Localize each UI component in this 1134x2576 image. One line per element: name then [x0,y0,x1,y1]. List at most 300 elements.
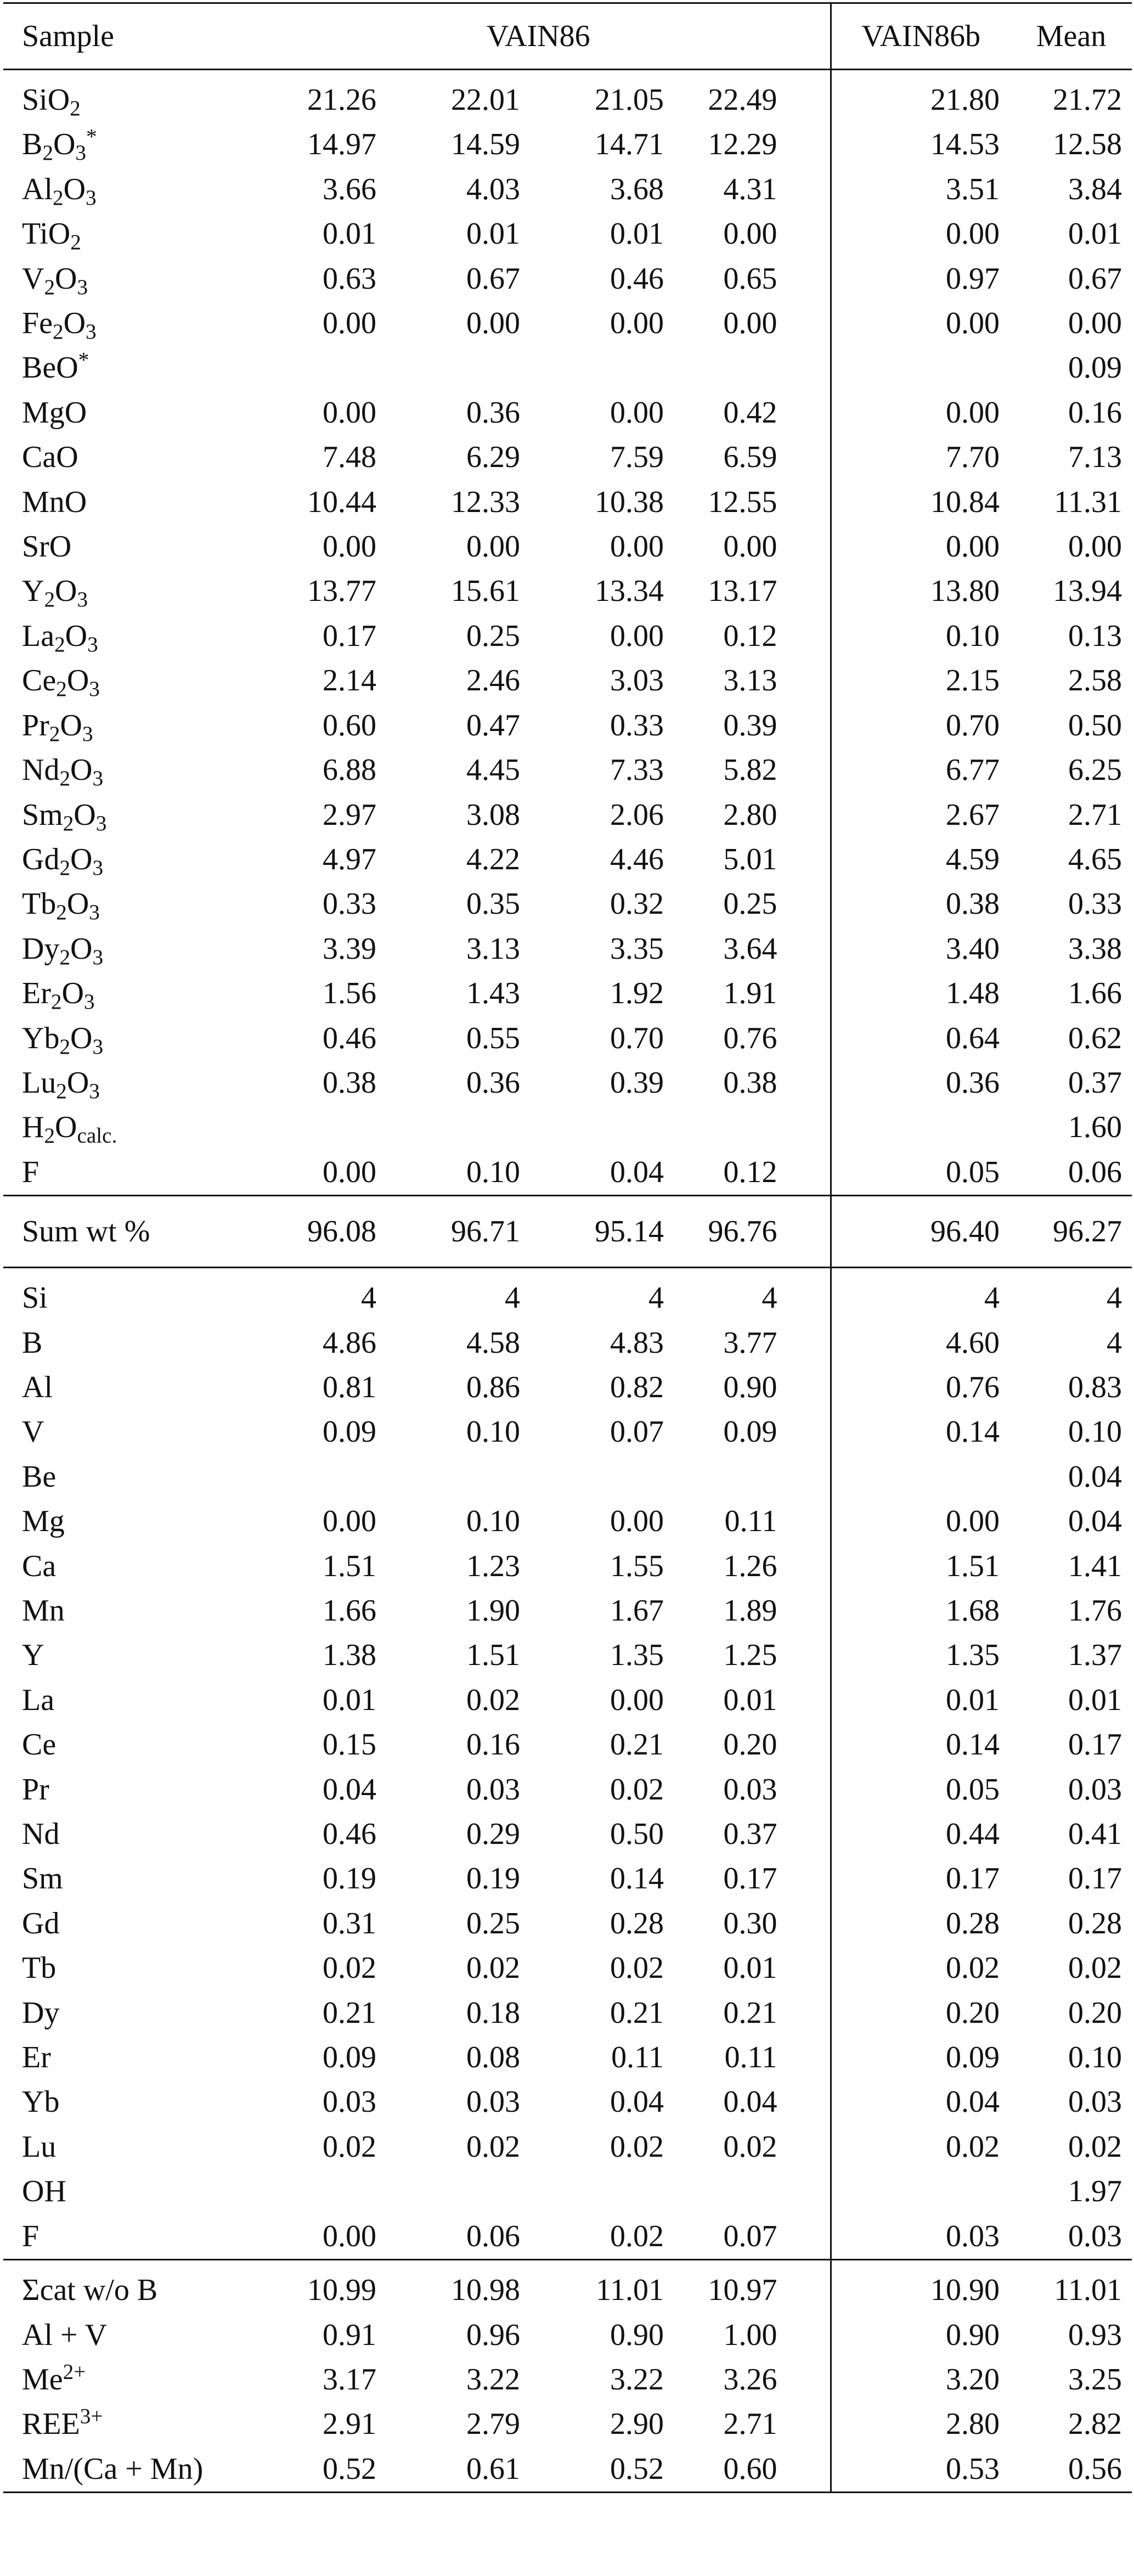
cell-vain86-1: 21.26 [307,83,376,117]
cell-vain86-4: 0.21 [678,1991,831,2035]
cell-vain86-3: 0.11 [611,2040,664,2075]
cell-vain86-3: 0.21 [610,1728,664,1762]
row-label: V [22,1415,44,1449]
cell-vain86-3 [534,1105,678,1150]
cell-vain86-1: 0.81 [323,1370,376,1404]
cell-vain86b: 0.53 [831,2447,1011,2493]
cell-vain86-1: 0.04 [323,1772,376,1807]
cell-mean: 4.65 [1068,842,1122,876]
cell-vain86-1: 0.19 [323,1861,376,1896]
cell-mean: 0.37 [1068,1065,1122,1100]
cell-mean: 21.72 [1053,83,1122,117]
cell-mean: 1.37 [1068,1638,1122,1673]
table-row [3,1633,1132,1678]
row-label: $B_2O_3^*$ [22,125,97,165]
cell-vain86-4: 0.09 [678,1410,831,1454]
cell-vain86-2: 3.08 [466,797,520,832]
cell-vain86b: 6.77 [946,753,1000,788]
header-col-b: VAIN86b [831,3,1011,70]
cell-vain86b: 4 [984,1281,1000,1315]
cell-vain86b: 7.70 [946,440,1000,475]
cell-vain86-2: 0.25 [466,618,520,653]
cell-vain86-2: 6.29 [466,440,520,475]
cell-vain86-3: 1.55 [610,1549,664,1583]
cell-mean: 7.13 [1068,440,1122,475]
cell-vain86-2: 0.10 [466,1504,520,1539]
cell-mean: 3.38 [1068,931,1122,966]
cell-vain86-4: 0.38 [678,1061,831,1105]
cell-vain86-4: 0.01 [678,1678,831,1723]
cell-vain86-3: 0.00 [610,530,664,564]
row-label: Mn [22,1594,65,1628]
cell-vain86b: 0.44 [946,1817,1000,1852]
cell-vain86b: 0.76 [946,1370,1000,1404]
cell-vain86b: 0.28 [946,1906,1000,1941]
cell-vain86-2: 0.10 [466,1415,520,1449]
cell-vain86-3: 0.00 [610,306,664,341]
cell-vain86-4: 6.59 [678,435,831,480]
cell-vain86-1: 1.38 [323,1638,376,1673]
table-row [3,1812,1132,1857]
cell-vain86-1: 2.91 [323,2407,376,2442]
cell-vain86-3: 0.46 [610,261,664,296]
cell-vain86-1: 6.88 [323,753,376,788]
cell-vain86-1: 4 [361,1281,376,1315]
cell-vain86-4: 0.00 [678,212,831,256]
cell-vain86-3: 3.22 [610,2362,664,2397]
table-row [3,1196,1132,1268]
table-row [3,1589,1132,1633]
cell-mean: 0.33 [1068,887,1122,921]
row-label: $REE^{3+}$ [22,2404,103,2442]
cell-vain86-2: 2.79 [466,2407,520,2442]
cell-vain86-3: 0.02 [534,2214,678,2260]
row-label: F [3,2214,247,2260]
cell-vain86-1 [247,1455,391,1499]
row-label: $Fe_2O_3$ [22,306,97,344]
table-row [3,257,1132,301]
table-row [3,1321,1132,1365]
cell-vain86-4: 0.12 [678,614,831,659]
cell-vain86-2: 0.25 [466,1906,520,1941]
cell-vain86-1: 0.33 [323,887,376,921]
row-label: Mn/(Ca + Mn) [3,2447,247,2493]
table-row [3,1268,1132,1321]
cell-vain86-2: 10.98 [451,2273,520,2308]
cell-vain86-3: 0.04 [534,1150,678,1196]
cell-vain86-3: 0.90 [610,2318,664,2352]
cell-vain86b: 1.48 [946,976,1000,1011]
cell-vain86b: 0.10 [946,618,1000,653]
cell-vain86-3: 7.59 [610,440,664,475]
cell-vain86-1: 3.66 [323,172,376,206]
row-label: Dy [22,1995,60,2030]
cell-mean: 0.04 [1068,1504,1122,1539]
cell-vain86-1 [247,1105,391,1150]
cell-vain86-1: 0.00 [323,306,376,341]
row-label: Sm [22,1861,63,1896]
cell-vain86-1: 0.01 [323,217,376,251]
cell-mean: 1.60 [1068,1110,1122,1145]
row-label: Yb [22,2085,60,2119]
cell-vain86-2: 0.55 [466,1021,520,1055]
cell-vain86-1: 1.51 [323,1549,376,1583]
table-row [3,2447,1132,2493]
cell-vain86-4: 1.91 [678,971,831,1016]
cell-vain86b: 0.36 [946,1065,1000,1100]
cell-mean: 0.00 [1068,306,1122,341]
cell-vain86-3: 0.70 [610,1021,664,1055]
cell-vain86b: 0.14 [946,1415,1000,1449]
cell-vain86b: 10.84 [930,485,1000,519]
cell-mean: 96.27 [1011,1196,1132,1268]
cell-vain86-2: 1.90 [466,1594,520,1628]
cell-vain86b [831,1455,1011,1499]
row-label: $Pr_2O_3$ [22,708,93,746]
cell-vain86-2: 0.06 [391,2214,534,2260]
table-row [3,480,1132,525]
cell-vain86b: 96.40 [831,1196,1011,1268]
cell-vain86-4: 3.77 [678,1321,831,1365]
cell-vain86-1: 0.46 [323,1817,376,1852]
row-label: Σcat w/o B [22,2273,158,2308]
cell-vain86-4: 0.76 [678,1016,831,1061]
cell-vain86-3: 1.35 [610,1638,664,1673]
cell-vain86-1: 96.08 [247,1196,391,1268]
row-label: Er [22,2040,51,2075]
cell-vain86-4: 3.26 [678,2358,831,2402]
cell-vain86-3: 0.01 [610,217,664,251]
cell-vain86-1: 0.02 [323,1951,376,1986]
cell-vain86-3: 0.00 [610,618,664,653]
cell-vain86-4: 10.97 [678,2260,831,2313]
cell-vain86-4: 2.71 [678,2402,831,2446]
cell-vain86-3: 11.01 [596,2273,664,2308]
cell-vain86-1: 0.31 [323,1906,376,1941]
row-label: Nd [22,1817,60,1852]
cell-vain86-4: 22.49 [678,70,831,123]
cell-vain86-1: 4.97 [323,842,376,876]
cell-vain86b: 4.60 [946,1325,1000,1360]
row-label: $Ce_2O_3$ [22,663,100,701]
cell-vain86-1: 0.02 [323,2129,376,2164]
cell-vain86b: 10.90 [930,2273,1000,2308]
table-row [3,748,1132,792]
table-row [3,525,1132,569]
cell-mean: 2.71 [1068,797,1122,832]
row-label: $Me^{2+}$ [22,2360,86,2397]
cell-vain86-1: 0.46 [323,1021,376,1055]
row-label: Mg [22,1504,65,1539]
row-label: Gd [22,1906,60,1941]
cell-vain86-3: 0.00 [610,1504,664,1539]
cell-mean: 11.31 [1054,485,1122,519]
cell-vain86-2: 4.58 [466,1325,520,1360]
cell-vain86b: 0.64 [946,1021,1000,1055]
cell-vain86-1: 7.48 [323,440,376,475]
table-row [3,1365,1132,1410]
cell-mean: 1.97 [1068,2174,1122,2209]
cell-vain86-2: 0.86 [466,1370,520,1404]
cell-vain86-2: 0.16 [466,1728,520,1762]
cell-mean: 0.41 [1068,1817,1122,1852]
row-label: Ce [22,1728,57,1762]
cell-vain86-1: 13.77 [307,574,376,609]
cell-vain86-1: 0.21 [323,1995,376,2030]
cell-vain86b: 13.80 [930,574,1000,609]
row-label: Ca [22,1549,57,1583]
cell-vain86-1: 0.00 [323,530,376,564]
cell-vain86-2: 0.19 [466,1861,520,1896]
cell-mean: 0.20 [1068,1995,1122,2030]
cell-vain86-2 [391,346,534,390]
cell-vain86-2: 1.43 [466,976,520,1011]
cell-vain86-3: 3.68 [610,172,664,206]
cell-vain86-3: 4.46 [610,842,664,876]
row-label: Tb [22,1951,57,1986]
header-sample: Sample [3,3,247,70]
table-row [3,1105,1132,1150]
cell-vain86b: 0.04 [946,2085,1000,2119]
cell-vain86-2: 4.45 [466,753,520,788]
row-label: Si [22,1281,48,1315]
cell-vain86-2: 0.18 [466,1995,520,2030]
row-label: $La_2O_3$ [22,618,98,656]
cell-vain86b: 21.80 [930,83,1000,117]
cell-mean: 0.03 [1068,2085,1122,2119]
cell-vain86-2: 1.51 [466,1638,520,1673]
cell-vain86b [831,1105,1011,1150]
cell-mean: 0.06 [1011,1150,1132,1196]
cell-vain86-1: 14.97 [307,127,376,162]
cell-vain86-4: 0.11 [678,1499,831,1544]
row-label: CaO [22,440,78,475]
row-label: OH [22,2174,66,2209]
cell-vain86-1: 0.63 [323,261,376,296]
cell-vain86-3: 0.33 [610,708,664,743]
cell-mean: 0.93 [1068,2318,1122,2352]
cell-vain86b: 2.15 [946,663,1000,698]
table-row [3,122,1132,167]
cell-mean: 0.10 [1068,1415,1122,1449]
cell-vain86-4: 0.01 [678,1946,831,1990]
cell-vain86-1: 1.56 [323,976,376,1011]
cell-vain86-2: 0.47 [466,708,520,743]
cell-mean: 0.02 [1068,1951,1122,1986]
table-row [3,1946,1132,1990]
cell-vain86-4: 0.03 [678,1768,831,1812]
cell-vain86-2: 0.08 [466,2040,520,2075]
table-row [3,1723,1132,1767]
cell-vain86b: 1.51 [946,1549,1000,1583]
cell-vain86-1: 3.17 [323,2362,376,2397]
cell-mean: 0.28 [1068,1906,1122,1941]
table-row [3,167,1132,212]
cell-vain86-2: 3.13 [466,931,520,966]
cell-vain86b: 0.17 [946,1861,1000,1896]
cell-vain86b: 0.05 [831,1150,1011,1196]
table-row [3,1150,1132,1196]
cell-vain86-4: 0.02 [678,2125,831,2169]
cell-vain86-3: 2.06 [610,797,664,832]
cell-vain86b: 0.00 [946,395,1000,430]
cell-vain86-3 [534,1455,678,1499]
cell-vain86b: 14.53 [930,127,1000,162]
cell-vain86-1: 0.60 [323,708,376,743]
table-row [3,704,1132,748]
row-label: B [22,1325,43,1360]
cell-vain86-2: 1.23 [466,1549,520,1583]
cell-vain86-2: 0.02 [466,1683,520,1717]
table-row [3,1455,1132,1499]
cell-vain86-4 [678,1455,831,1499]
cell-vain86-2: 0.03 [466,1772,520,1807]
cell-mean: 6.25 [1068,753,1122,788]
cell-vain86-2: 0.02 [466,2129,520,2164]
cell-vain86-2 [391,1455,534,1499]
cell-mean: 3.84 [1068,172,1122,206]
cell-mean: 13.94 [1053,574,1122,609]
row-label: $Tb_2O_3$ [22,887,100,925]
cell-vain86b: 3.20 [946,2362,1000,2397]
cell-mean: 0.17 [1068,1728,1122,1762]
cell-vain86-4 [678,2169,831,2214]
cell-vain86-1: 0.09 [323,1415,376,1449]
cell-mean: 0.00 [1068,530,1122,564]
cell-vain86-3: 95.14 [534,1196,678,1268]
table-row [3,2035,1132,2080]
table-row [3,793,1132,837]
cell-vain86-3: 0.02 [610,2129,664,2164]
row-label: Sum wt % [3,1196,247,1268]
table-row [3,2125,1132,2169]
cell-vain86-2: 0.35 [466,887,520,921]
cell-mean: 0.04 [1068,1459,1122,1494]
cell-vain86-1: 2.97 [323,797,376,832]
cell-vain86b: 0.09 [946,2040,1000,2075]
cell-vain86-1: 1.66 [323,1594,376,1628]
cell-mean: 0.03 [1011,2214,1132,2260]
row-label: SrO [22,530,72,564]
row-label: Lu [22,2129,57,2164]
cell-vain86-3: 0.00 [610,395,664,430]
cell-vain86-4: 12.29 [678,122,831,167]
cell-vain86-2: 15.61 [451,574,520,609]
cell-vain86-2: 0.29 [466,1817,520,1852]
cell-vain86b: 0.38 [946,887,1000,921]
cell-vain86-3: 0.02 [610,1951,664,1986]
cell-mean: 3.25 [1068,2362,1122,2397]
cell-vain86-3: 4 [648,1281,664,1315]
table-row [3,882,1132,926]
table-row [3,1678,1132,1723]
cell-vain86-4 [678,346,831,390]
cell-vain86-4: 13.17 [678,569,831,614]
table-row [3,1991,1132,2035]
cell-vain86-4: 0.17 [678,1857,831,1901]
cell-vain86-1: 0.15 [323,1728,376,1762]
cell-vain86-4: 3.64 [678,927,831,971]
row-label: F [3,1150,247,1196]
cell-vain86b: 1.35 [946,1638,1000,1673]
table-row [3,2080,1132,2124]
table-row [3,1410,1132,1454]
cell-vain86-4: 0.42 [678,391,831,435]
cell-mean: 0.01 [1068,217,1122,251]
cell-vain86-1: 0.38 [323,1065,376,1100]
row-label: $Lu_2O_3$ [22,1065,100,1103]
table-row [3,569,1132,614]
cell-vain86-4: 0.07 [678,2214,831,2260]
table-row [3,1061,1132,1105]
cell-vain86-4 [678,1105,831,1150]
cell-vain86-2: 0.36 [466,1065,520,1100]
row-label: BeO* [22,348,89,385]
cell-vain86-3: 0.07 [610,1415,664,1449]
cell-mean: 0.50 [1068,708,1122,743]
row-label: Be [22,1459,57,1494]
cell-vain86-1 [247,2169,391,2214]
row-label: SiO$_2$ [22,83,81,120]
header-group: VAIN86 [247,3,831,70]
cell-vain86-3: 21.05 [595,83,664,117]
cell-vain86-2: 4.03 [466,172,520,206]
cell-vain86b: 0.14 [946,1728,1000,1762]
cell-vain86-4: 12.55 [678,480,831,525]
cell-mean: 0.10 [1068,2040,1122,2075]
cell-vain86-1: 0.09 [323,2040,376,2075]
cell-mean: 0.67 [1068,261,1122,296]
cell-vain86-2: 12.33 [451,485,520,519]
cell-mean: 1.66 [1068,976,1122,1011]
table-row [3,212,1132,256]
cell-vain86b: 0.00 [946,1504,1000,1539]
cell-vain86-4: 0.00 [678,301,831,346]
cell-vain86-3: 3.03 [610,663,664,698]
table-row [3,1544,1132,1589]
cell-vain86-4: 0.00 [678,525,831,569]
cell-vain86-3: 1.67 [610,1594,664,1628]
table-row [3,659,1132,703]
cell-vain86b [831,2169,1011,2214]
cell-vain86-3: 13.34 [595,574,664,609]
table-row [3,346,1132,390]
cell-vain86-2: 96.71 [391,1196,534,1268]
cell-vain86b: 0.00 [946,530,1000,564]
cell-vain86-1: 0.00 [323,395,376,430]
cell-vain86b: 0.03 [831,2214,1011,2260]
cell-mean: 1.41 [1068,1549,1122,1583]
cell-vain86-1: 0.01 [323,1683,376,1717]
row-label: TiO$_2$ [22,217,81,255]
cell-vain86-4: 0.90 [678,1365,831,1410]
cell-vain86-4: 1.00 [678,2313,831,2358]
header-mean: Mean [1011,3,1132,70]
cell-vain86-4: 0.65 [678,257,831,301]
row-label: $Al_2O_3$ [22,172,97,210]
cell-vain86b: 0.02 [946,1951,1000,1986]
cell-vain86-2 [391,2169,534,2214]
cell-vain86-3: 0.28 [610,1906,664,1941]
table-row [3,2260,1132,2313]
cell-vain86-3: 10.38 [595,485,664,519]
cell-vain86-4: 1.89 [678,1589,831,1633]
cell-vain86-1: 0.00 [247,1150,391,1196]
cell-vain86-2: 0.96 [466,2318,520,2352]
row-label: $V_2O_3$ [22,261,88,299]
table-row [3,1768,1132,1812]
cell-vain86-3: 0.02 [610,1772,664,1807]
